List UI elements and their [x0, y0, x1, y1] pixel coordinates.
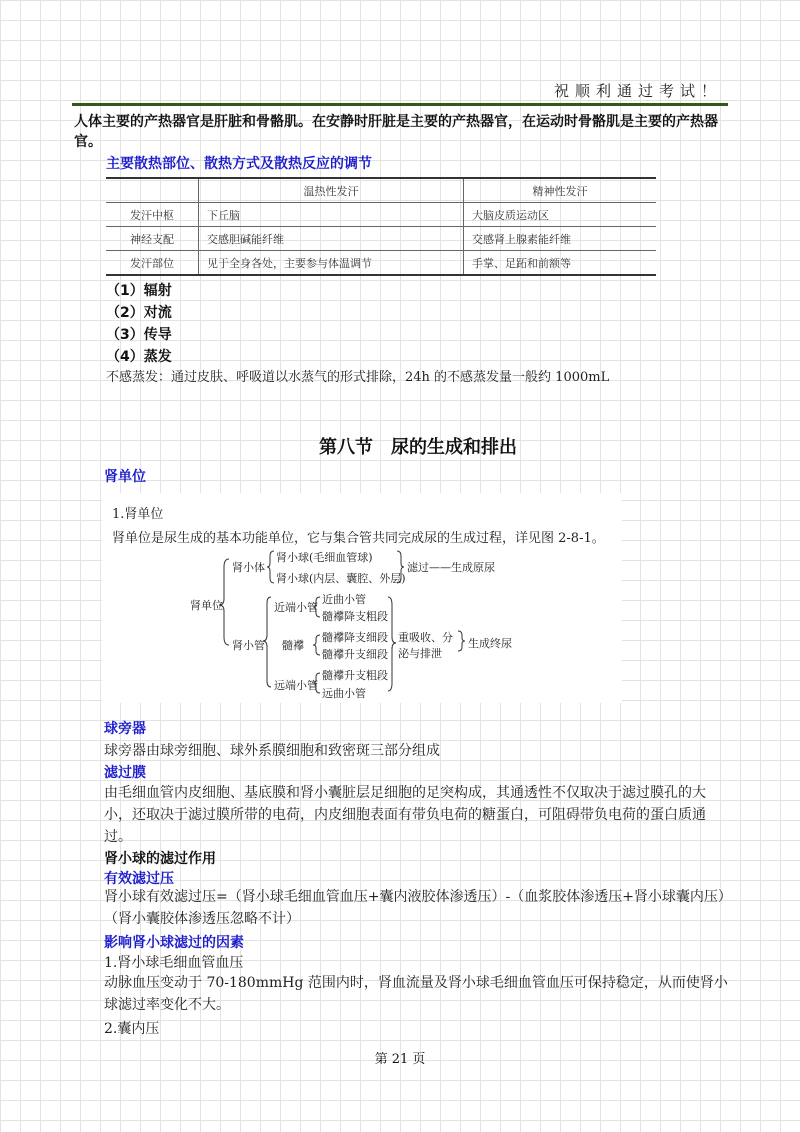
- jga-text: 球旁器由球旁细胞、球外系膜细胞和致密斑三部分组成: [104, 743, 440, 759]
- heat-method-item: （1）辐射: [106, 283, 172, 299]
- nephron-heading: 肾单位: [104, 469, 146, 485]
- node-distal: 远端小管: [274, 679, 318, 692]
- bracket-corpuscle: [267, 551, 274, 583]
- node-thin-ascending: 髓襻升支细段: [322, 648, 388, 661]
- page-number: 第 21 页: [374, 1052, 426, 1067]
- table-row: [106, 203, 656, 227]
- node-glomerulus: 肾小球(毛细血管球): [276, 551, 373, 564]
- sweat-table: [106, 177, 656, 275]
- table-row: [106, 251, 656, 276]
- node-filtration: 滤过——生成原尿: [407, 561, 495, 574]
- table-cell: 交感肾上腺素能纤维: [464, 227, 657, 251]
- node-final-urine: 生成终尿: [468, 637, 512, 650]
- table-header-cell: 温热性发汗: [199, 178, 464, 203]
- heat-method-item: （2）对流: [106, 305, 172, 321]
- effective-pressure-heading: 有效滤过压: [104, 871, 174, 887]
- node-tubule: 肾小管: [232, 639, 265, 652]
- heat-method-item: （3）传导: [106, 327, 172, 343]
- bracket-reabsorption: [388, 597, 396, 691]
- heat-method-item: （4）蒸发: [106, 349, 172, 365]
- jga-heading: 球旁器: [104, 721, 146, 737]
- table-header-row: [106, 178, 656, 203]
- table-cell: 手掌、足跖和前额等: [464, 251, 657, 276]
- bracket-loop: [313, 635, 320, 655]
- table-header-cell: [106, 178, 199, 203]
- factor1-text: 动脉血压变动于 70-180mmHg 范围内时，肾血流量及肾小球毛细血管血压可保持稳定，从而使肾小球滤过率变化不大。: [104, 975, 728, 1013]
- table-cell: 发汗部位: [106, 251, 199, 276]
- filtration-membrane-heading: 滤过膜: [104, 765, 146, 781]
- table-cell: 交感胆碱能纤维: [199, 227, 464, 251]
- figure-caption-text: 肾单位是尿生成的基本功能单位，它与集合管共同完成尿的生成过程，详见图 2-8-1。: [112, 531, 605, 546]
- factors-heading: 影响肾小球滤过的因素: [104, 935, 244, 951]
- effective-pressure-text: 肾小球有效滤过压=（肾小球毛细血管血压+囊内液胶体渗透压）-（血浆胶体渗透压+肾小球囊内压）（肾小囊胶体渗透压忽略不计）: [104, 889, 725, 927]
- table-cell: 下丘脑: [199, 203, 464, 227]
- node-thin-descending: 髓襻降支细段: [322, 631, 388, 644]
- header-rule: [72, 103, 728, 106]
- table-header-cell: 精神性发汗: [464, 178, 657, 203]
- header-slogan: 祝顺利通过考试！: [553, 82, 722, 100]
- bracket-final: [458, 631, 465, 651]
- node-thick-ascending: 髓襻升支粗段: [322, 669, 388, 682]
- table-cell: 大脑皮质运动区: [464, 203, 657, 227]
- node-proximal: 近端小管: [274, 601, 318, 614]
- node-capsule: 肾小球(内层、囊腔、外层): [276, 572, 406, 585]
- node-proximal-convoluted: 近曲小管: [322, 593, 366, 606]
- table-cell: 发汗中枢: [106, 203, 199, 227]
- heat-section-heading: 主要散热部位、散热方式及散热反应的调节: [106, 156, 372, 172]
- node-loop: 髓襻: [282, 639, 304, 652]
- figure-caption-title: 1.肾单位: [112, 507, 164, 522]
- node-nephron: 肾单位: [190, 599, 223, 612]
- glomerular-filtration-heading: 肾小球的滤过作用: [104, 851, 216, 867]
- table-cell: 神经支配: [106, 227, 199, 251]
- node-thick-descending: 髓襻降支粗段: [322, 610, 388, 623]
- table-cell: 见于全身各处，主要参与体温调节: [199, 251, 464, 276]
- factor2-title: 2.囊内压: [104, 1021, 160, 1037]
- nephron-figure: [102, 493, 622, 703]
- factor1-title: 1.肾小球毛细血管血压: [104, 955, 244, 971]
- node-reabsorption: 重吸收、分泌与排泄: [398, 631, 453, 660]
- table-row: [106, 227, 656, 251]
- intro-paragraph: 人体主要的产热器官是肝脏和骨骼肌。在安静时肝脏是主要的产热器官，在运动时骨骼肌是主要的产热器官。: [74, 114, 718, 150]
- node-renal-corpuscle: 肾小体: [232, 561, 265, 574]
- insensible-note: 不感蒸发：通过皮肤、呼吸道以水蒸气的形式排除，24h 的不感蒸发量一般约 1000mL: [106, 370, 610, 385]
- section-title: 第八节 尿的生成和排出: [319, 437, 517, 458]
- node-distal-convoluted: 远曲小管: [322, 687, 366, 700]
- filtration-membrane-text: 由毛细血管内皮细胞、基底膜和肾小囊脏层足细胞的足突构成，其通透性不仅取决于滤过膜孔的大小，还取决于滤过膜所带的电荷，内皮细胞表面有带负电荷的糖蛋白，可阻碍带负电荷的蛋白质通过。: [104, 785, 706, 845]
